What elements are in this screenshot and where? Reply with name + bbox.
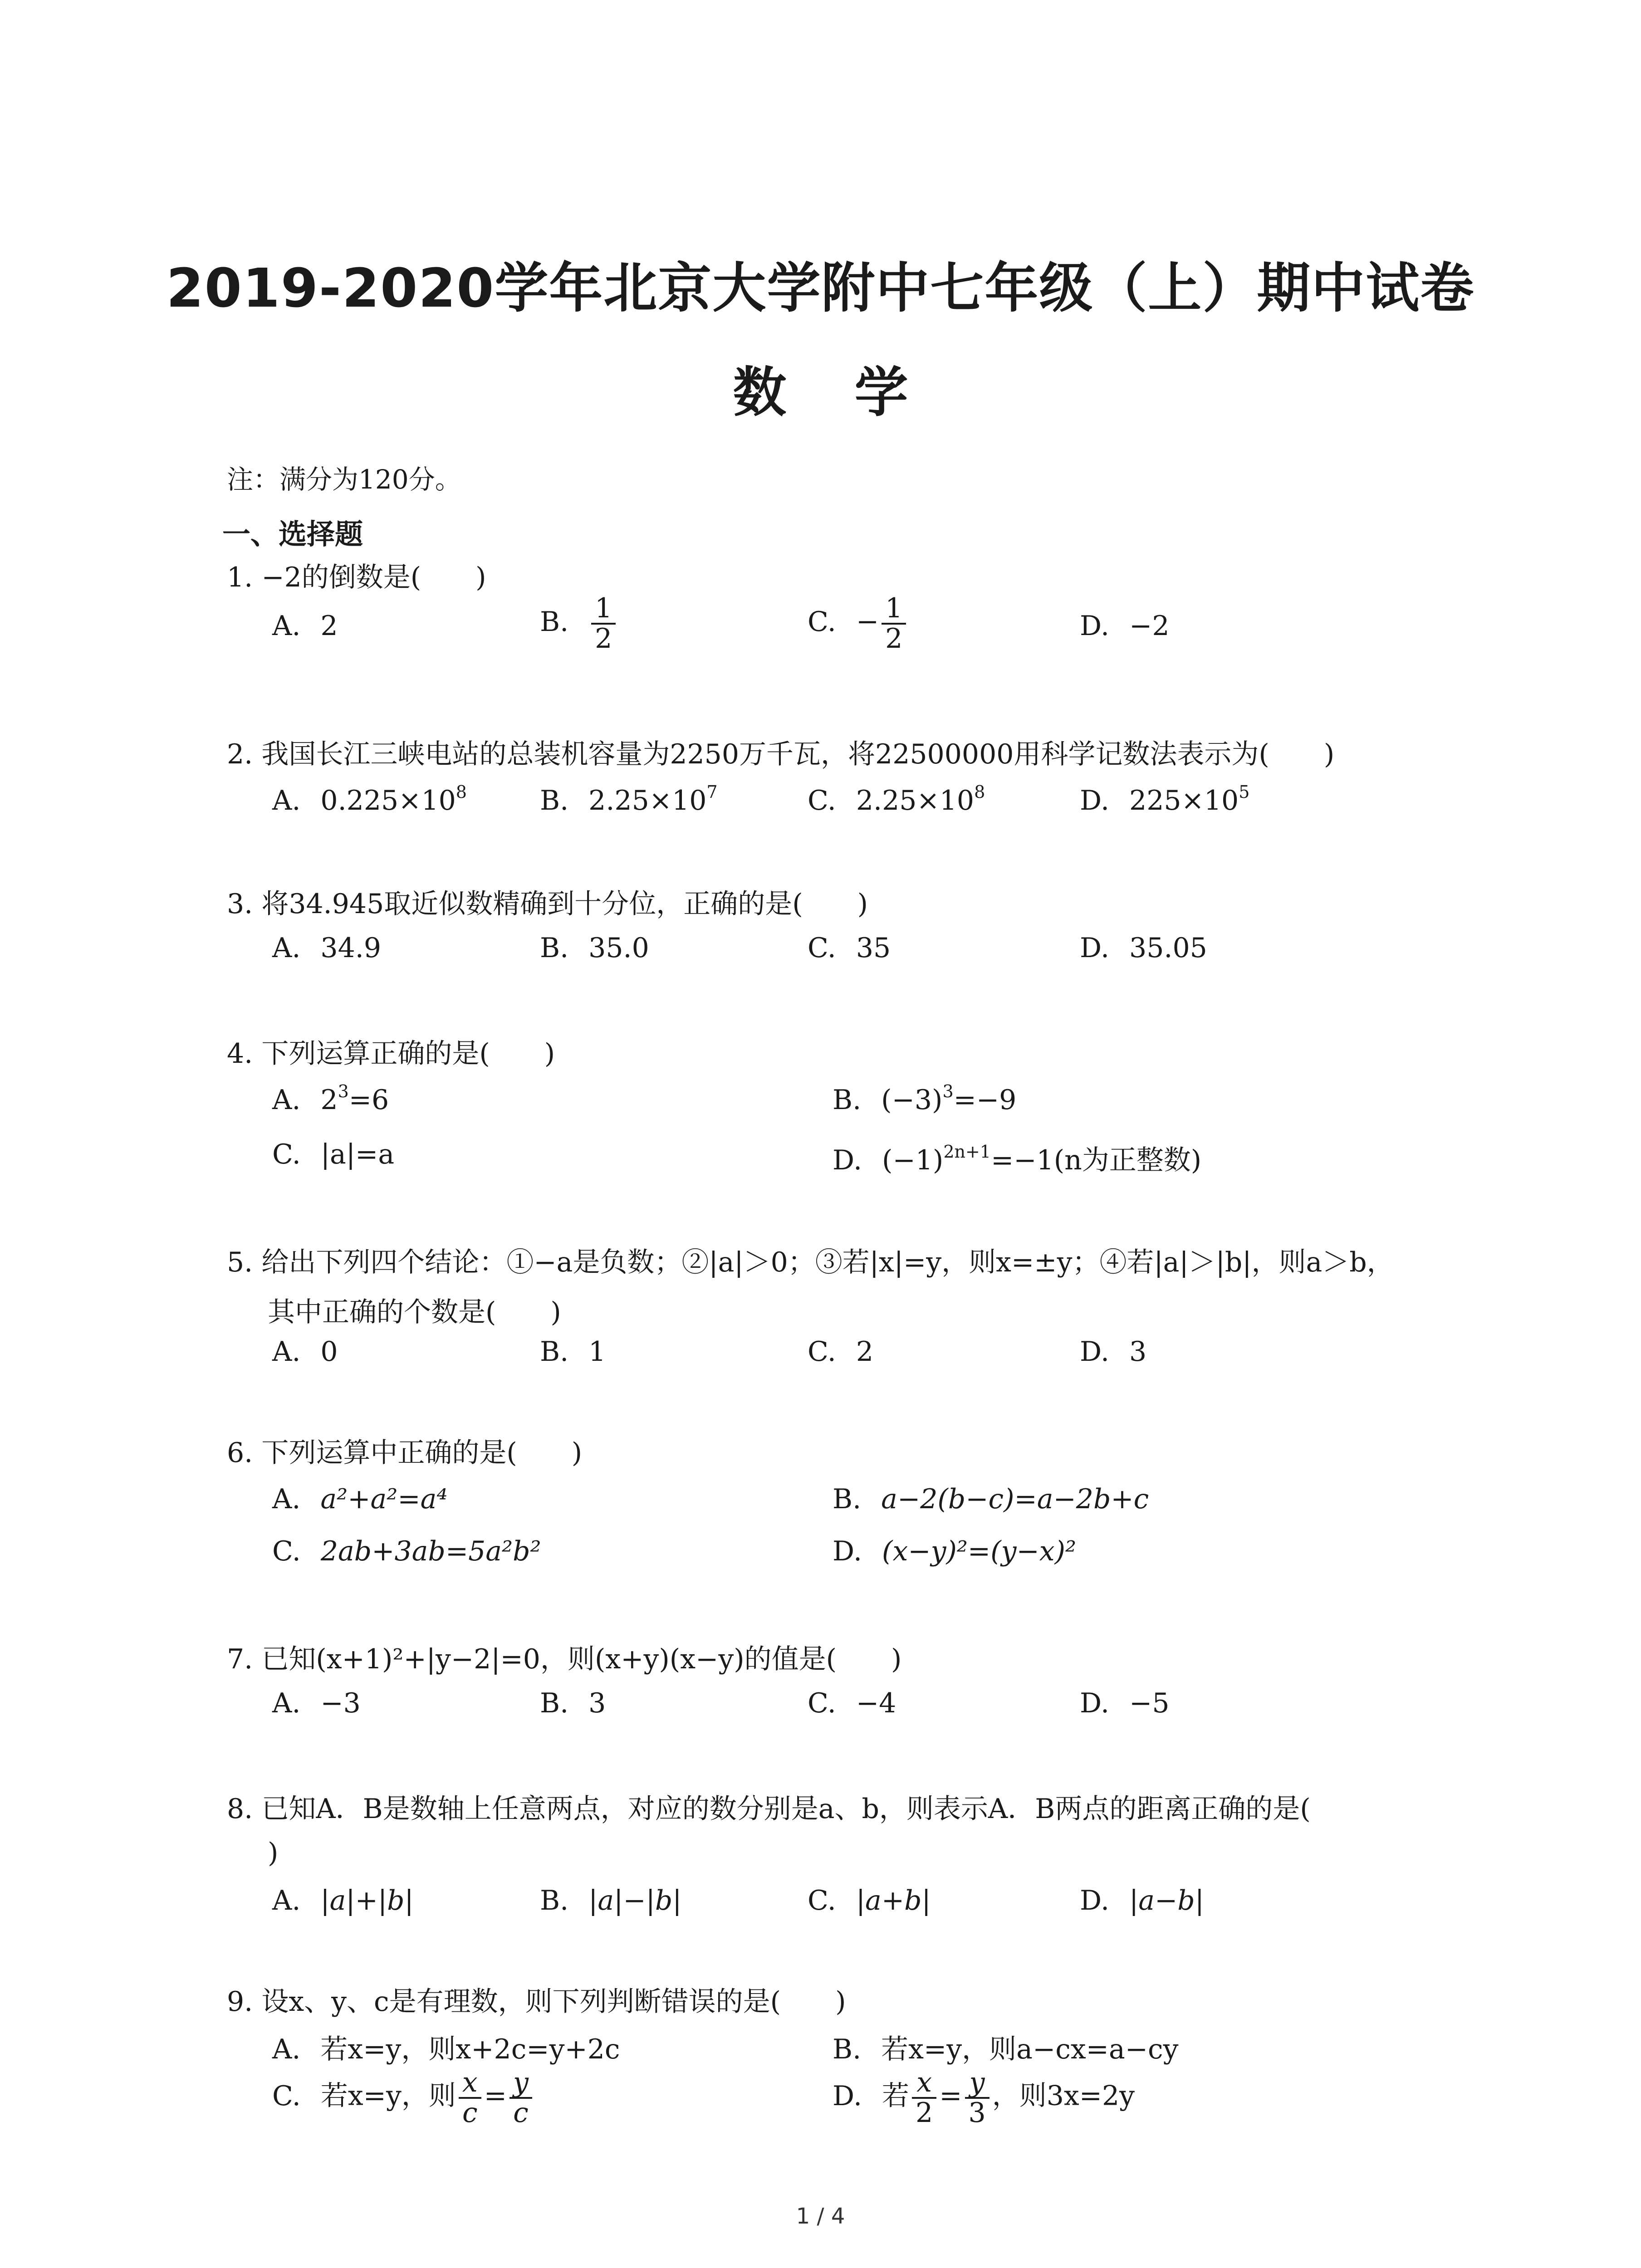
question-5-option-c: C. 2 (808, 1336, 874, 1368)
question-4-option-a: A. $2^3=6$ (272, 1081, 389, 1116)
question-7-option-c: C. −4 (808, 1687, 896, 1719)
question-8-stem-continued: ) (268, 1837, 279, 1869)
question-8-option-d: D. |a−b| (1080, 1885, 1204, 1916)
question-5-option-d: D. 3 (1080, 1336, 1147, 1368)
question-9-option-b: B. 若x=y，则a−cx=a−cy (833, 2033, 1179, 2065)
question-8-option-c: C. |a+b| (808, 1885, 931, 1916)
question-6-option-d: D. (x−y)²=(y−x)² (833, 1535, 1077, 1567)
question-8-option-a: A. |a|+|b| (272, 1885, 414, 1916)
question-9-stem: 9. 设x、y、c是有理数，则下列判断错误的是( ) (227, 1986, 846, 2018)
question-2-option-b: B. $2.25\times 10^7$ (540, 782, 718, 816)
question-7-stem: 7. 已知(x+1)²+|y−2|=0，则(x+y)(x−y)的值是( ) (227, 1643, 902, 1675)
question-8-option-b: B. |a|−|b| (540, 1885, 682, 1916)
question-1-option-d: D. −2 (1080, 610, 1170, 642)
question-9-option-a: A. 若x=y，则x+2c=y+2c (272, 2033, 620, 2065)
question-1-stem: 1. −2的倒数是( ) (227, 562, 486, 593)
question-3-option-b: B. 35.0 (540, 932, 649, 964)
question-1-option-b: B. $\frac{1}{2}$ (540, 594, 618, 653)
question-3-stem: 3. 将34.945取近似数精确到十分位，正确的是( ) (227, 888, 868, 920)
question-6-option-b: B. a−2(b−c)=a−2b+c (833, 1483, 1149, 1515)
question-6-option-a: A. a²+a²=a⁴ (272, 1483, 448, 1515)
question-2-option-d: D. $225\times 10^5$ (1080, 782, 1250, 816)
question-6-option-c: C. 2ab+3ab=5a²b² (272, 1535, 541, 1567)
question-7-option-d: D. −5 (1080, 1687, 1170, 1719)
question-3-option-c: C. 35 (808, 932, 891, 964)
question-3-option-a: A. 34.9 (272, 932, 381, 964)
question-1-option-a: A. 2 (272, 610, 338, 642)
question-7-option-b: B. 3 (540, 1687, 606, 1719)
score-note: 注：满分为120分。 (227, 464, 461, 495)
question-4-option-b: B. $(-3)^3=-9$ (833, 1081, 1017, 1116)
question-5-stem: 5. 给出下列四个结论：①−a是负数；②|a|＞0；③若|x|=y，则x=±y；④若|a|＞|b|，则a＞b， (227, 1246, 1394, 1278)
question-9-option-c: C. 若x=y，则 $\frac{x}{c}$ = $\frac{y}{c}$ (272, 2068, 535, 2127)
question-6-stem: 6. 下列运算中正确的是( ) (227, 1437, 583, 1469)
question-4-stem: 4. 下列运算正确的是( ) (227, 1038, 555, 1070)
question-5-option-b: B. 1 (540, 1336, 606, 1368)
page-number: 1 / 4 (796, 2204, 845, 2229)
question-5-stem-continued: 其中正确的个数是( ) (268, 1296, 561, 1328)
question-7-option-a: A. −3 (272, 1687, 361, 1719)
question-3-option-d: D. 35.05 (1080, 932, 1207, 964)
exam-title: 2019-2020学年北京大学附中七年级（上）期中试卷 (166, 257, 1475, 319)
question-2-option-c: C. $2.25\times 10^8$ (808, 782, 985, 816)
question-8-stem: 8. 已知A．B是数轴上任意两点，对应的数分别是a、b，则表示A．B两点的距离正确的是( (227, 1793, 1311, 1825)
question-1-option-c: C. − $\frac{1}{2}$ (808, 594, 909, 653)
question-5-option-a: A. 0 (272, 1336, 338, 1368)
question-2-option-a: A. $0.225\times 10^8$ (272, 782, 467, 816)
question-4-option-c: C. |a|=a (272, 1139, 395, 1170)
question-9-option-d: D. 若 $\frac{x}{2}$ = $\frac{y}{3}$ ，则3x=2y (833, 2067, 1135, 2129)
question-2-stem: 2. 我国长江三峡电站的总装机容量为2250万千瓦，将22500000用科学记数法表示为( ) (227, 738, 1335, 770)
question-4-option-d: D. $(-1)^{2n+1}=-1(n$为正整数) (833, 1142, 1202, 1176)
section-heading: 一、选择题 (222, 518, 363, 551)
subject-title: 数学 (733, 361, 976, 424)
